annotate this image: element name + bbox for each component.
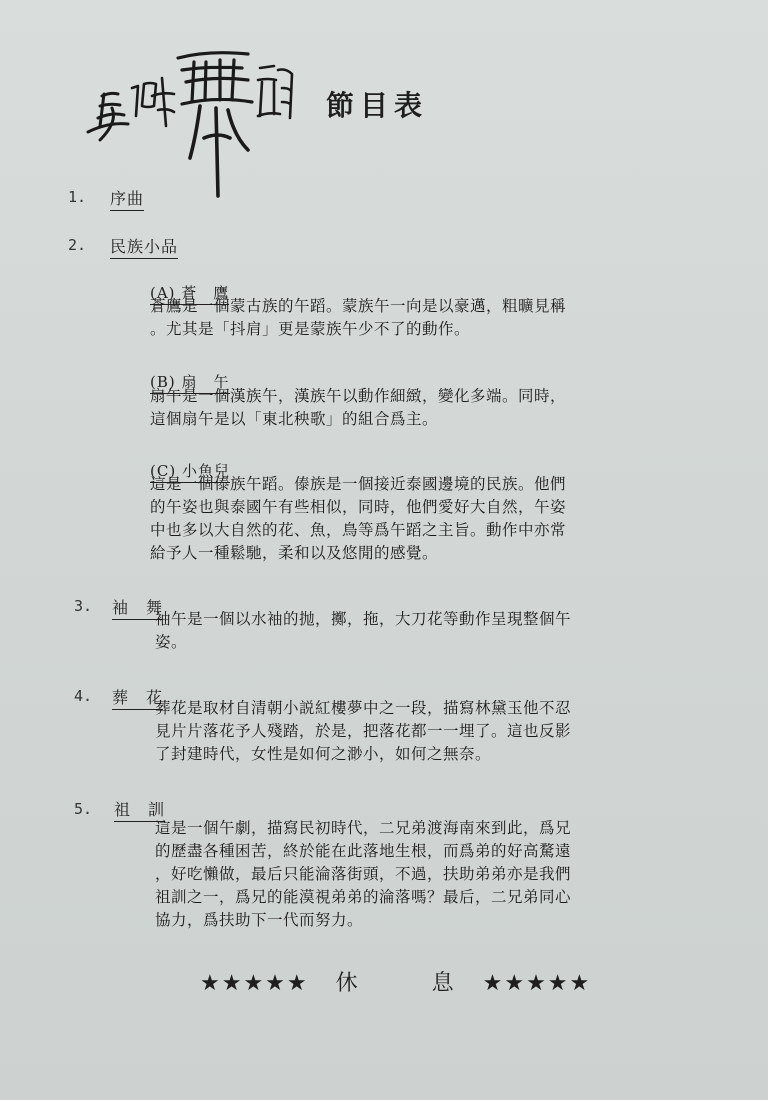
page-title: 節目表 bbox=[326, 89, 429, 122]
item-number: 5. bbox=[74, 800, 93, 818]
intermission-line bbox=[200, 966, 600, 997]
item-description-burying-flowers: 葬花是取材自清朝小説紅樓夢中之一段，描寫林黛玉他不忍 見片片落花予人殘踏，於是，把落花都一一埋了。這也反影 了封建時代，女性是如何之渺小，如何之無奈。 bbox=[155, 699, 572, 763]
subitem-description-fan-dance: 扇午是一個漢族午，漢族午以動作細緻，變化多端。同時， 這個扇午是以「東北秧歌」的組合爲主。 bbox=[150, 387, 567, 428]
item-title-ancestral-teaching: 祖 訓 bbox=[114, 797, 165, 822]
subitem-description-eagle: 蒼鷹是一個蒙古族的午蹈。蒙族午一向是以豪邁，粗曠見稱 。尤其是「抖肩」更是蒙族午少不了的動作。 bbox=[150, 297, 567, 338]
item-title-overture: 序曲 bbox=[110, 186, 144, 211]
subitem-description-little-fish: 這是一個傣族午蹈。傣族是一個接近泰國邊境的民族。他們 的午姿也與泰國午有些相似，同時，他們愛好大自然，午姿 中也多以大自然的花、魚，鳥等爲午蹈之主旨。動作中亦常 給予人一種鬆馳，柔和以及悠閒的感覺。 bbox=[150, 475, 567, 562]
item-description-sleeve-dance: 袖午是一個以水袖的抛，擲，拖，大刀花等動作呈現整個午 姿。 bbox=[155, 610, 572, 651]
item-number: 2. bbox=[68, 236, 87, 254]
star-row-icon: ★★★★★ bbox=[200, 971, 309, 996]
subitem-title-eagle: (A) 蒼 鷹 bbox=[150, 282, 229, 305]
calligraphy-logo bbox=[82, 48, 297, 198]
subitem-title-fan-dance: (B) 扇 午 bbox=[150, 371, 230, 394]
item-title-ethnic-pieces: 民族小品 bbox=[110, 234, 178, 259]
star-row-icon: ★★★★★ bbox=[482, 971, 592, 996]
item-number: 4. bbox=[74, 687, 93, 705]
item-title-burying-flowers: 葬 花 bbox=[112, 685, 163, 710]
item-number: 3. bbox=[74, 597, 93, 615]
item-description-ancestral-teaching: 這是一個午劇，描寫民初時代，二兄弟渡海南來到此，爲兄 的歷盡各種困苦，終於能在此落地生根，而爲弟的好高騖遠 ，好吃懶做，最后只能淪落街頭，不過，扶助弟弟亦是我們 祖訓之一，爲兄的能漠視弟弟的淪落嗎？最后，二兄弟同心 協力，爲扶助下一代而努力。 bbox=[155, 819, 572, 929]
subitem-title-little-fish: (C) 小魚兒 bbox=[150, 460, 230, 483]
item-number: 1. bbox=[68, 188, 87, 206]
intermission-label: 休 息 bbox=[335, 971, 456, 996]
item-title-sleeve-dance: 袖 舞 bbox=[112, 595, 163, 620]
